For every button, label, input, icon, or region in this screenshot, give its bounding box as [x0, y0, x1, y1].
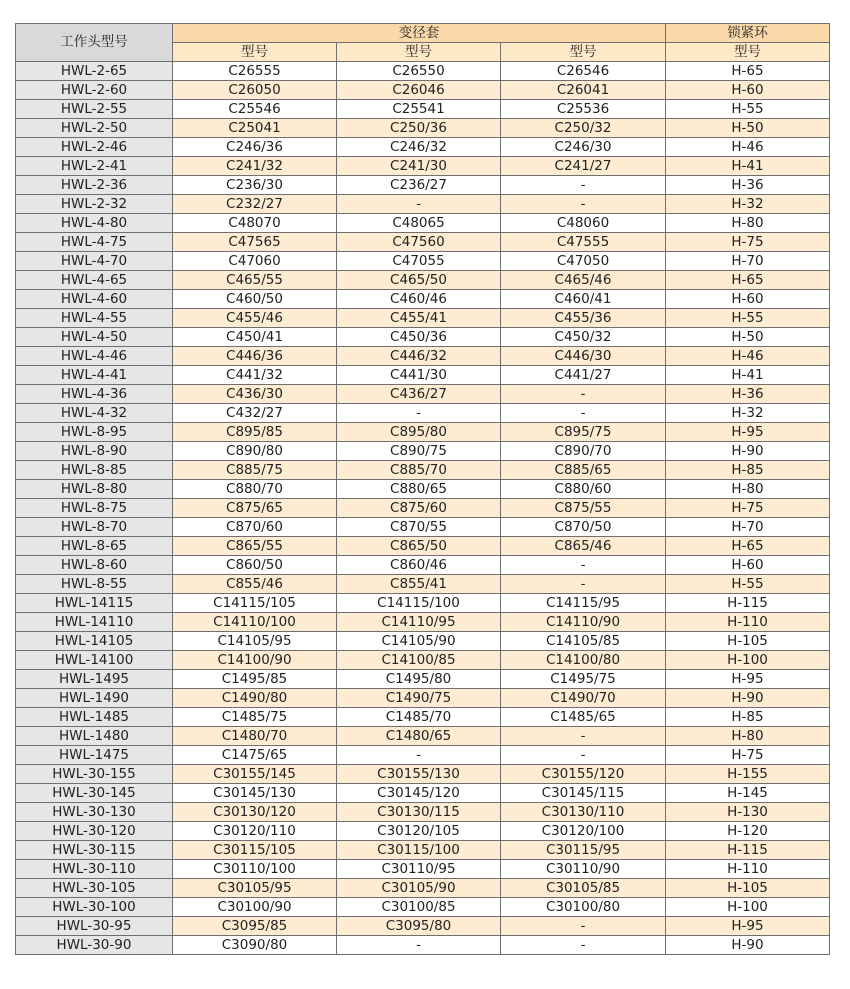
reducer-model-cell-1: C30155/145	[173, 765, 337, 784]
lock-ring-model-cell: H-120	[666, 822, 830, 841]
lock-ring-model-cell: H-75	[666, 233, 830, 252]
reducer-model-cell-3: C246/30	[501, 138, 666, 157]
reducer-model-cell-3: C30100/80	[501, 898, 666, 917]
work-head-model-cell: HWL-2-36	[16, 176, 173, 195]
work-head-model-cell: HWL-2-32	[16, 195, 173, 214]
reducer-model-cell-2: C895/80	[337, 423, 501, 442]
reducer-model-cell-2: C455/41	[337, 309, 501, 328]
spec-table	[15, 23, 830, 955]
reducer-model-cell-1: C1475/65	[173, 746, 337, 765]
reducer-model-cell-2: C246/32	[337, 138, 501, 157]
table-row	[16, 233, 830, 252]
spec-table-container	[15, 23, 829, 955]
reducer-model-cell-2: C890/75	[337, 442, 501, 461]
reducer-model-cell-2: C47055	[337, 252, 501, 271]
table-row	[16, 898, 830, 917]
table-row	[16, 670, 830, 689]
work-head-model-cell: HWL-14105	[16, 632, 173, 651]
reducer-model-cell-1: C880/70	[173, 480, 337, 499]
reducer-model-cell-2: C1480/65	[337, 727, 501, 746]
table-row	[16, 727, 830, 746]
lock-ring-model-cell: H-100	[666, 651, 830, 670]
table-row	[16, 613, 830, 632]
reducer-model-cell-2: -	[337, 195, 501, 214]
table-row	[16, 328, 830, 347]
table-row	[16, 62, 830, 81]
reducer-model-cell-2: C441/30	[337, 366, 501, 385]
lock-ring-model-cell: H-85	[666, 708, 830, 727]
lock-ring-model-cell: H-80	[666, 480, 830, 499]
lock-ring-model-cell: H-36	[666, 385, 830, 404]
table-row	[16, 347, 830, 366]
work-head-model-cell: HWL-8-80	[16, 480, 173, 499]
reducer-model-cell-1: C441/32	[173, 366, 337, 385]
reducer-model-header-2: 型号	[337, 43, 501, 62]
reducer-model-cell-3: C30145/115	[501, 784, 666, 803]
reducer-model-cell-1: C860/50	[173, 556, 337, 575]
reducer-model-cell-3: -	[501, 195, 666, 214]
reducer-model-cell-2: C250/36	[337, 119, 501, 138]
lock-ring-model-cell: H-55	[666, 575, 830, 594]
table-row	[16, 309, 830, 328]
table-row	[16, 575, 830, 594]
table-row	[16, 423, 830, 442]
table-row	[16, 442, 830, 461]
lock-ring-header: 锁紧环	[666, 24, 830, 43]
work-head-model-cell: HWL-4-55	[16, 309, 173, 328]
reducer-model-cell-2: C880/65	[337, 480, 501, 499]
lock-ring-model-cell: H-41	[666, 157, 830, 176]
work-head-model-cell: HWL-1475	[16, 746, 173, 765]
reducer-model-cell-1: C246/36	[173, 138, 337, 157]
lock-ring-model-cell: H-60	[666, 290, 830, 309]
reducer-model-cell-1: C890/80	[173, 442, 337, 461]
reducer-model-cell-1: C241/32	[173, 157, 337, 176]
work-head-model-cell: HWL-2-55	[16, 100, 173, 119]
work-head-model-cell: HWL-30-95	[16, 917, 173, 936]
work-head-model-cell: HWL-14115	[16, 594, 173, 613]
reducer-model-cell-3: C48060	[501, 214, 666, 233]
table-row	[16, 784, 830, 803]
work-head-model-cell: HWL-8-90	[16, 442, 173, 461]
work-head-model-cell: HWL-1485	[16, 708, 173, 727]
reducer-model-cell-3: -	[501, 176, 666, 195]
reducer-model-cell-2: C26046	[337, 81, 501, 100]
work-head-model-cell: HWL-8-95	[16, 423, 173, 442]
header-row-group	[16, 24, 830, 43]
work-head-model-cell: HWL-2-41	[16, 157, 173, 176]
lock-ring-model-cell: H-55	[666, 309, 830, 328]
work-head-model-cell: HWL-4-32	[16, 404, 173, 423]
reducer-model-cell-2: C885/70	[337, 461, 501, 480]
reducer-model-cell-2: C30130/115	[337, 803, 501, 822]
table-row	[16, 214, 830, 233]
reducer-model-cell-1: C232/27	[173, 195, 337, 214]
reducer-model-cell-1: C30130/120	[173, 803, 337, 822]
reducer-model-cell-1: C1485/75	[173, 708, 337, 727]
lock-ring-model-cell: H-50	[666, 119, 830, 138]
reducer-model-cell-1: C450/41	[173, 328, 337, 347]
reducer-model-cell-3: -	[501, 575, 666, 594]
reducer-model-cell-1: C1495/85	[173, 670, 337, 689]
work-head-model-cell: HWL-8-60	[16, 556, 173, 575]
lock-ring-model-cell: H-65	[666, 62, 830, 81]
reducer-model-cell-1: C870/60	[173, 518, 337, 537]
reducer-model-cell-2: -	[337, 936, 501, 955]
reducer-model-cell-3: -	[501, 936, 666, 955]
reducer-model-cell-1: C30120/110	[173, 822, 337, 841]
work-head-model-cell: HWL-1490	[16, 689, 173, 708]
reducer-model-cell-1: C48070	[173, 214, 337, 233]
reducer-model-cell-2: C1490/75	[337, 689, 501, 708]
table-row	[16, 252, 830, 271]
work-head-model-cell: HWL-8-85	[16, 461, 173, 480]
reducer-model-cell-3: C1490/70	[501, 689, 666, 708]
lock-ring-model-cell: H-130	[666, 803, 830, 822]
reducer-model-cell-2: C26550	[337, 62, 501, 81]
reducer-model-cell-2: C48065	[337, 214, 501, 233]
reducer-model-cell-2: C241/30	[337, 157, 501, 176]
lock-ring-model-cell: H-41	[666, 366, 830, 385]
reducer-model-cell-1: C30100/90	[173, 898, 337, 917]
table-row	[16, 290, 830, 309]
table-row	[16, 651, 830, 670]
work-head-model-cell: HWL-4-75	[16, 233, 173, 252]
reducer-model-cell-2: C14115/100	[337, 594, 501, 613]
reducer-model-cell-1: C30105/95	[173, 879, 337, 898]
reducer-model-cell-1: C26050	[173, 81, 337, 100]
table-row	[16, 632, 830, 651]
reducer-model-cell-1: C895/85	[173, 423, 337, 442]
work-head-model-cell: HWL-30-155	[16, 765, 173, 784]
lock-ring-model-cell: H-46	[666, 347, 830, 366]
reducer-model-cell-2: C446/32	[337, 347, 501, 366]
table-header	[16, 24, 830, 62]
reducer-model-cell-3: C30120/100	[501, 822, 666, 841]
lock-ring-model-cell: H-80	[666, 727, 830, 746]
lock-ring-model-cell: H-36	[666, 176, 830, 195]
reducer-model-cell-2: C30120/105	[337, 822, 501, 841]
reducer-model-cell-3: C446/30	[501, 347, 666, 366]
reducer-model-cell-2: C25541	[337, 100, 501, 119]
lock-ring-model-cell: H-95	[666, 670, 830, 689]
table-row	[16, 917, 830, 936]
reducer-model-cell-2: C1495/80	[337, 670, 501, 689]
reducer-model-cell-1: C460/50	[173, 290, 337, 309]
reducer-model-cell-1: C30145/130	[173, 784, 337, 803]
lock-ring-model-cell: H-60	[666, 556, 830, 575]
work-head-model-cell: HWL-2-46	[16, 138, 173, 157]
reducer-model-cell-1: C1490/80	[173, 689, 337, 708]
table-row	[16, 556, 830, 575]
work-head-model-cell: HWL-14110	[16, 613, 173, 632]
reducer-model-cell-3: C450/32	[501, 328, 666, 347]
reducer-sleeve-header: 变径套	[173, 24, 666, 43]
work-head-model-cell: HWL-30-110	[16, 860, 173, 879]
work-head-model-cell: HWL-4-36	[16, 385, 173, 404]
reducer-model-cell-2: C3095/80	[337, 917, 501, 936]
work-head-model-cell: HWL-30-120	[16, 822, 173, 841]
reducer-model-cell-2: C875/60	[337, 499, 501, 518]
reducer-model-cell-2: C450/36	[337, 328, 501, 347]
table-row	[16, 138, 830, 157]
reducer-model-cell-2: -	[337, 404, 501, 423]
reducer-model-cell-2: C30115/100	[337, 841, 501, 860]
lock-ring-model-cell: H-46	[666, 138, 830, 157]
reducer-model-cell-1: C436/30	[173, 385, 337, 404]
reducer-model-cell-3: C47050	[501, 252, 666, 271]
table-row	[16, 157, 830, 176]
table-body	[16, 62, 830, 955]
work-head-model-cell: HWL-8-75	[16, 499, 173, 518]
work-head-model-cell: HWL-4-65	[16, 271, 173, 290]
table-row	[16, 689, 830, 708]
work-head-model-cell: HWL-8-55	[16, 575, 173, 594]
table-row	[16, 860, 830, 879]
reducer-model-cell-3: C30130/110	[501, 803, 666, 822]
reducer-model-cell-2: C465/50	[337, 271, 501, 290]
reducer-model-cell-3: C880/60	[501, 480, 666, 499]
lock-ring-model-cell: H-80	[666, 214, 830, 233]
table-row	[16, 176, 830, 195]
reducer-model-cell-1: C465/55	[173, 271, 337, 290]
lock-ring-model-cell: H-50	[666, 328, 830, 347]
reducer-model-cell-2: C870/55	[337, 518, 501, 537]
lock-ring-model-cell: H-155	[666, 765, 830, 784]
reducer-model-cell-3: C30105/85	[501, 879, 666, 898]
table-row	[16, 271, 830, 290]
lock-ring-model-cell: H-105	[666, 632, 830, 651]
work-head-model-cell: HWL-2-60	[16, 81, 173, 100]
reducer-model-cell-1: C47565	[173, 233, 337, 252]
reducer-model-cell-2: C30155/130	[337, 765, 501, 784]
table-row	[16, 461, 830, 480]
lock-ring-model-cell: H-32	[666, 195, 830, 214]
table-row	[16, 404, 830, 423]
table-row	[16, 841, 830, 860]
reducer-model-cell-1: C1480/70	[173, 727, 337, 746]
work-head-model-cell: HWL-14100	[16, 651, 173, 670]
reducer-model-cell-3: -	[501, 404, 666, 423]
work-head-model-cell: HWL-8-70	[16, 518, 173, 537]
table-row	[16, 518, 830, 537]
table-row	[16, 480, 830, 499]
lock-ring-model-header: 型号	[666, 43, 830, 62]
work-head-model-cell: HWL-1480	[16, 727, 173, 746]
reducer-model-cell-3: C875/55	[501, 499, 666, 518]
table-row	[16, 803, 830, 822]
reducer-model-cell-1: C25041	[173, 119, 337, 138]
work-head-model-cell: HWL-4-46	[16, 347, 173, 366]
table-row	[16, 822, 830, 841]
lock-ring-model-cell: H-70	[666, 518, 830, 537]
reducer-model-cell-3: C25536	[501, 100, 666, 119]
reducer-model-cell-3: -	[501, 746, 666, 765]
reducer-model-cell-3: -	[501, 727, 666, 746]
reducer-model-cell-1: C3095/85	[173, 917, 337, 936]
reducer-model-cell-3: C14115/95	[501, 594, 666, 613]
reducer-model-cell-1: C14110/100	[173, 613, 337, 632]
lock-ring-model-cell: H-60	[666, 81, 830, 100]
reducer-model-cell-2: C236/27	[337, 176, 501, 195]
reducer-model-cell-3: C26546	[501, 62, 666, 81]
reducer-model-cell-1: C855/46	[173, 575, 337, 594]
reducer-model-cell-1: C26555	[173, 62, 337, 81]
lock-ring-model-cell: H-90	[666, 689, 830, 708]
reducer-model-header-3: 型号	[501, 43, 666, 62]
lock-ring-model-cell: H-55	[666, 100, 830, 119]
table-row	[16, 708, 830, 727]
reducer-model-cell-3: C30115/95	[501, 841, 666, 860]
work-head-model-cell: HWL-4-80	[16, 214, 173, 233]
reducer-model-cell-2: C30105/90	[337, 879, 501, 898]
reducer-model-cell-1: C14105/95	[173, 632, 337, 651]
reducer-model-cell-1: C30115/105	[173, 841, 337, 860]
reducer-model-cell-1: C14115/105	[173, 594, 337, 613]
reducer-model-cell-2: C30100/85	[337, 898, 501, 917]
reducer-model-cell-1: C236/30	[173, 176, 337, 195]
reducer-model-cell-1: C3090/80	[173, 936, 337, 955]
lock-ring-model-cell: H-115	[666, 841, 830, 860]
reducer-model-cell-2: C460/46	[337, 290, 501, 309]
table-row	[16, 81, 830, 100]
table-row	[16, 879, 830, 898]
lock-ring-model-cell: H-65	[666, 271, 830, 290]
reducer-model-cell-2: C860/46	[337, 556, 501, 575]
reducer-model-cell-3: C30110/90	[501, 860, 666, 879]
reducer-model-cell-1: C446/36	[173, 347, 337, 366]
lock-ring-model-cell: H-90	[666, 442, 830, 461]
reducer-model-cell-2: C855/41	[337, 575, 501, 594]
reducer-model-cell-3: C241/27	[501, 157, 666, 176]
table-row	[16, 119, 830, 138]
reducer-model-cell-3: C460/41	[501, 290, 666, 309]
reducer-model-cell-3: -	[501, 917, 666, 936]
reducer-model-cell-3: C890/70	[501, 442, 666, 461]
lock-ring-model-cell: H-115	[666, 594, 830, 613]
table-row	[16, 499, 830, 518]
reducer-model-cell-2: C30110/95	[337, 860, 501, 879]
reducer-model-cell-3: C870/50	[501, 518, 666, 537]
table-row	[16, 594, 830, 613]
reducer-model-cell-1: C455/46	[173, 309, 337, 328]
reducer-model-cell-1: C47060	[173, 252, 337, 271]
work-head-model-cell: HWL-8-65	[16, 537, 173, 556]
reducer-model-cell-3: C455/36	[501, 309, 666, 328]
work-head-model-cell: HWL-4-60	[16, 290, 173, 309]
table-row	[16, 366, 830, 385]
reducer-model-cell-2: C14110/95	[337, 613, 501, 632]
work-head-model-cell: HWL-2-50	[16, 119, 173, 138]
reducer-model-cell-3: C441/27	[501, 366, 666, 385]
reducer-model-header-1: 型号	[173, 43, 337, 62]
work-head-model-cell: HWL-30-90	[16, 936, 173, 955]
reducer-model-cell-2: C436/27	[337, 385, 501, 404]
reducer-model-cell-3: -	[501, 385, 666, 404]
reducer-model-cell-2: C14105/90	[337, 632, 501, 651]
lock-ring-model-cell: H-95	[666, 917, 830, 936]
reducer-model-cell-1: C875/65	[173, 499, 337, 518]
lock-ring-model-cell: H-95	[666, 423, 830, 442]
lock-ring-model-cell: H-90	[666, 936, 830, 955]
lock-ring-model-cell: H-65	[666, 537, 830, 556]
lock-ring-model-cell: H-100	[666, 898, 830, 917]
table-row	[16, 195, 830, 214]
table-row	[16, 100, 830, 119]
reducer-model-cell-3: C895/75	[501, 423, 666, 442]
reducer-model-cell-1: C885/75	[173, 461, 337, 480]
reducer-model-cell-3: C47555	[501, 233, 666, 252]
reducer-model-cell-1: C25546	[173, 100, 337, 119]
work-head-model-cell: HWL-30-105	[16, 879, 173, 898]
lock-ring-model-cell: H-32	[666, 404, 830, 423]
reducer-model-cell-2: C1485/70	[337, 708, 501, 727]
reducer-model-cell-3: C26041	[501, 81, 666, 100]
reducer-model-cell-3: C1495/75	[501, 670, 666, 689]
reducer-model-cell-3: C250/32	[501, 119, 666, 138]
reducer-model-cell-3: C30155/120	[501, 765, 666, 784]
reducer-model-cell-2: -	[337, 746, 501, 765]
reducer-model-cell-3: C885/65	[501, 461, 666, 480]
reducer-model-cell-3: C865/46	[501, 537, 666, 556]
work-head-model-cell: HWL-1495	[16, 670, 173, 689]
work-head-model-cell: HWL-30-100	[16, 898, 173, 917]
reducer-model-cell-3: C14110/90	[501, 613, 666, 632]
work-head-model-cell: HWL-30-145	[16, 784, 173, 803]
work-head-model-cell: HWL-30-130	[16, 803, 173, 822]
reducer-model-cell-3: C465/46	[501, 271, 666, 290]
lock-ring-model-cell: H-70	[666, 252, 830, 271]
lock-ring-model-cell: H-145	[666, 784, 830, 803]
work-head-model-cell: HWL-4-50	[16, 328, 173, 347]
lock-ring-model-cell: H-110	[666, 860, 830, 879]
lock-ring-model-cell: H-75	[666, 746, 830, 765]
reducer-model-cell-3: -	[501, 556, 666, 575]
work-head-model-header: 工作头型号	[16, 24, 173, 62]
work-head-model-cell: HWL-4-70	[16, 252, 173, 271]
reducer-model-cell-3: C14100/80	[501, 651, 666, 670]
reducer-model-cell-3: C14105/85	[501, 632, 666, 651]
lock-ring-model-cell: H-110	[666, 613, 830, 632]
work-head-model-cell: HWL-2-65	[16, 62, 173, 81]
reducer-model-cell-2: C865/50	[337, 537, 501, 556]
table-row	[16, 537, 830, 556]
lock-ring-model-cell: H-85	[666, 461, 830, 480]
work-head-model-cell: HWL-4-41	[16, 366, 173, 385]
reducer-model-cell-3: C1485/65	[501, 708, 666, 727]
table-row	[16, 765, 830, 784]
reducer-model-cell-2: C47560	[337, 233, 501, 252]
reducer-model-cell-1: C865/55	[173, 537, 337, 556]
table-row	[16, 936, 830, 955]
reducer-model-cell-1: C30110/100	[173, 860, 337, 879]
reducer-model-cell-2: C14100/85	[337, 651, 501, 670]
reducer-model-cell-2: C30145/120	[337, 784, 501, 803]
lock-ring-model-cell: H-105	[666, 879, 830, 898]
work-head-model-cell: HWL-30-115	[16, 841, 173, 860]
lock-ring-model-cell: H-75	[666, 499, 830, 518]
table-row	[16, 385, 830, 404]
reducer-model-cell-1: C14100/90	[173, 651, 337, 670]
table-row	[16, 746, 830, 765]
reducer-model-cell-1: C432/27	[173, 404, 337, 423]
